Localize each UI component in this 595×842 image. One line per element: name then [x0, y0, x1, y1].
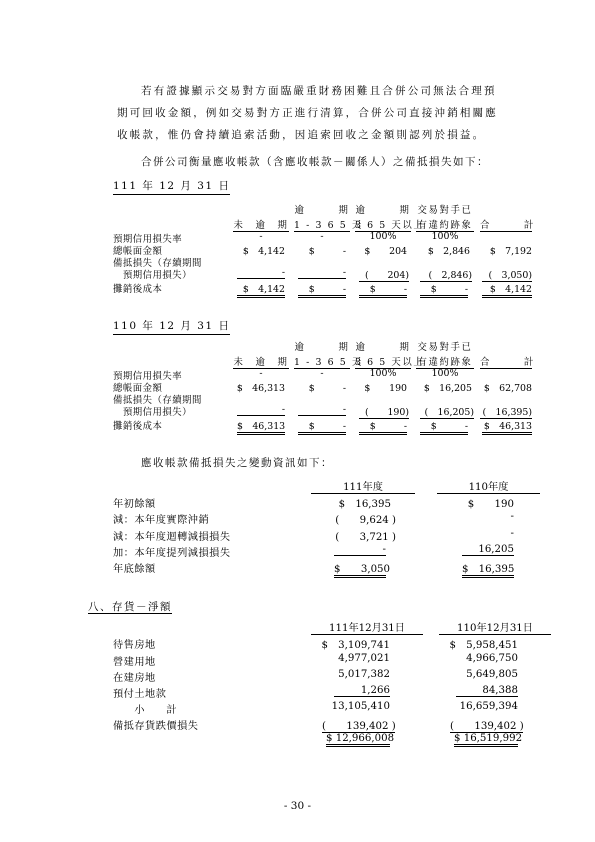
row-label: 加：本年度提列減損損失	[113, 548, 231, 559]
table2-date: 110 年 12 月 31 日	[113, 318, 230, 335]
cell: $ 190	[364, 383, 407, 394]
row-label: 年底餘額	[113, 564, 156, 575]
cell: $ -	[308, 383, 346, 394]
cell: ( 190)	[359, 404, 409, 419]
cell: $ -	[420, 418, 468, 435]
cell: $ 4,142	[482, 281, 532, 298]
cell: 16,205	[462, 544, 514, 556]
cell: 84,388	[456, 685, 518, 697]
hdr-total: 合 計	[480, 217, 532, 232]
summary-sentence: 合併公司衡量應收帳款（含應收帳款－關係人）之備抵損失如下：	[141, 156, 489, 168]
cell: ( 16,205)	[420, 404, 474, 419]
cell: -	[320, 231, 324, 242]
cell: $ -	[420, 281, 468, 298]
row-label: 總帳面金額	[113, 246, 163, 257]
cell: $ 5,958,451	[449, 640, 518, 651]
cell: 4,977,021	[338, 653, 390, 664]
cell: $ 4,142	[242, 246, 285, 257]
cell: $ 46,313	[236, 383, 285, 394]
cell: $ 16,205	[423, 383, 472, 394]
cell: $ -	[308, 246, 346, 257]
cell: -	[298, 267, 346, 279]
cell: $ 16,395	[462, 560, 514, 578]
hdr-total: 合 計	[480, 354, 532, 369]
cell: $ 3,050	[334, 560, 386, 578]
movement-title: 應收帳款備抵損失之變動資訊如下：	[141, 457, 333, 469]
cell: $ 7,192	[489, 246, 532, 257]
cell: $ 190	[467, 499, 514, 510]
cell: 100%	[431, 231, 459, 242]
cell: ( 139,402 )	[322, 717, 395, 733]
hdr-overdue-1-365-bot: 1 - 3 6 5 天	[294, 354, 350, 369]
row-label: 預期信用損失）	[113, 407, 193, 418]
cell: -	[237, 267, 285, 279]
cell: $ -	[359, 418, 407, 435]
row-label: 預期信用損失）	[113, 270, 193, 281]
row-label: 營建用地	[113, 657, 156, 668]
hdr-overdue-365-bot: 3 6 5 天以上	[355, 354, 411, 369]
row-label: 備抵損失（存續期間	[113, 258, 202, 269]
hdr-default-bot: 有違約跡象	[416, 217, 474, 232]
cell: 13,105,410	[331, 701, 390, 712]
table1-date: 111 年 12 月 31 日	[113, 178, 230, 195]
cell: $ -	[359, 281, 407, 298]
hdr-default-top: 交易對手已	[417, 342, 473, 353]
intro-line: 收帳款，惟仍會持續追索活動，因追索回收之金額則認列於損益。	[117, 129, 486, 141]
cell: $ 62,708	[483, 383, 532, 394]
cell: $ 4,142	[237, 281, 285, 298]
cell: 16,659,394	[459, 701, 518, 712]
cell: $ 16,395	[338, 499, 391, 510]
cell: $ 46,313	[237, 418, 285, 435]
cell: -	[298, 404, 346, 416]
cell: -	[334, 544, 386, 556]
row-label: 總帳面金額	[113, 383, 163, 394]
hdr-not-overdue: 未 逾 期	[233, 217, 289, 232]
cell: ( 3,721 )	[335, 532, 396, 543]
hdr-overdue-365-bot: 3 6 5 天以上	[355, 217, 411, 232]
hdr-overdue-365-top: 逾 期	[355, 342, 411, 353]
col-111: 111年度	[311, 478, 415, 494]
row-label: 年初餘額	[113, 499, 156, 510]
cell: 100%	[369, 368, 397, 379]
cell: ( 139,402 )	[450, 717, 523, 733]
cell: $ -	[298, 418, 346, 435]
cell: $ 12,966,008	[326, 733, 390, 747]
intro-line: 若有證據顯示交易對方面臨嚴重財務困難且合併公司無法合理預	[141, 85, 497, 97]
hdr-not-overdue: 未 逾 期	[233, 354, 289, 369]
intro-line: 期可回收金額，例如交易對方正進行清算，合併公司直接沖銷相關應	[117, 107, 498, 119]
cell: -	[259, 368, 263, 379]
inventory-title-text: 八、存貨－淨額	[88, 601, 172, 613]
cell: 5,017,382	[338, 669, 390, 680]
cell: ( 3,050)	[482, 267, 532, 282]
row-label: 小 計	[113, 705, 178, 716]
hdr-default-top: 交易對手已	[417, 205, 473, 216]
hdr-overdue-1-365-bot: 1 - 3 6 5 天	[294, 217, 350, 232]
cell: ( 204)	[359, 267, 409, 282]
row-label: 減：本年度實際沖銷	[113, 515, 210, 526]
row-label: 備抵存貨跌價損失	[113, 721, 199, 732]
row-label: 預期信用損失率	[113, 234, 183, 245]
col-110: 110年度	[437, 478, 540, 494]
cell: $ 16,519,992	[454, 733, 518, 747]
cell: 5,649,805	[466, 669, 518, 680]
row-label: 在建房地	[113, 673, 156, 684]
hdr-overdue-1-365-top: 逾 期	[294, 342, 350, 353]
cell: ( 2,846)	[420, 267, 472, 282]
cell: ( 9,624 )	[335, 515, 396, 526]
row-label: 備抵損失（存續期間	[113, 395, 202, 406]
cell: $ 2,846	[427, 246, 470, 257]
cell: $ -	[298, 281, 346, 298]
cell: ( 16,395)	[480, 404, 532, 419]
row-label: 減：本年度迴轉減損損失	[113, 532, 231, 543]
cell: $ 46,313	[482, 418, 532, 435]
hdr-overdue-1-365-top: 逾 期	[294, 205, 350, 216]
row-label: 預期信用損失率	[113, 371, 183, 382]
row-label: 待售房地	[113, 640, 156, 651]
cell: -	[510, 528, 514, 539]
col-111: 111年12月31日	[311, 619, 423, 635]
cell: -	[320, 368, 324, 379]
row-label: 攤銷後成本	[113, 421, 163, 432]
row-label: 預付土地款	[113, 689, 167, 700]
col-110: 110年12月31日	[439, 619, 551, 635]
hdr-overdue-365-top: 逾 期	[355, 205, 411, 216]
cell: 100%	[431, 368, 459, 379]
cell: $ 204	[364, 246, 407, 257]
cell: 1,266	[334, 685, 390, 697]
cell: 100%	[369, 231, 397, 242]
page-number: - 30 -	[283, 800, 312, 812]
row-label: 攤銷後成本	[113, 284, 163, 295]
hdr-default-bot: 有違約跡象	[416, 354, 474, 369]
cell: -	[259, 231, 263, 242]
cell: -	[237, 404, 285, 416]
cell: $ 3,109,741	[321, 640, 390, 651]
cell: -	[510, 511, 514, 522]
cell: 4,966,750	[466, 653, 518, 664]
